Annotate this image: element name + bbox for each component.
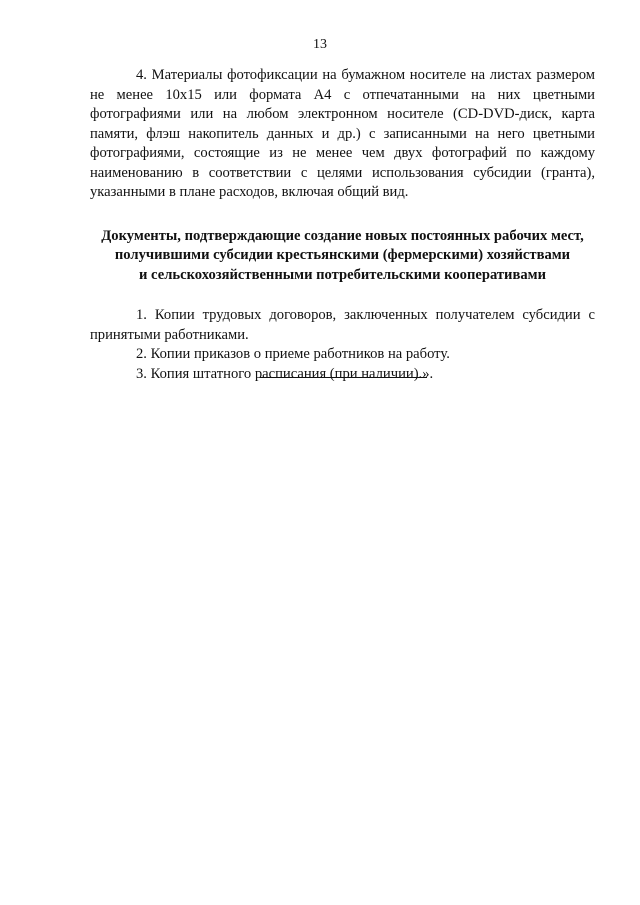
document-body <box>90 66 595 384</box>
section-heading-line-2: получившими субсидии крестьянскими (фермерскими) хозяйствами <box>114 247 571 263</box>
list-item: 3. Копия штатного расписания (при наличии).». <box>136 365 434 382</box>
section-heading <box>90 227 595 286</box>
list-item: 2. Копии приказов о приеме работников на работу. <box>136 346 450 362</box>
section-heading-line-3: и сельскохозяйственными потребительскими кооперативами <box>139 266 546 283</box>
end-divider-line <box>260 377 427 378</box>
materials-item-4: 4. Материалы фотофиксации на бумажном носителе на листах размером не менее 10х15 или формата А4 с отпечатанными на них цветными фотографиями или на любом электронном носителе (CD-DVD-диск, карта памяти, флэш накопитель данных и др.) с записанными на него цветными фотографиями, состоящие из не менее чем двух фотографий по каждому наименованию в соответствии с целями использования субсидии (гранта), указанными в плане расходов, включая общий вид. <box>90 67 595 200</box>
list-item: 1. Копии трудовых договоров, заключенных получателем субсидии с принятыми работниками. <box>90 307 595 343</box>
documents-list <box>90 306 595 384</box>
page-number: 13 <box>313 37 327 52</box>
section-heading-line-1: Документы, подтверждающие создание новых постоянных рабочих мест, <box>101 227 584 244</box>
